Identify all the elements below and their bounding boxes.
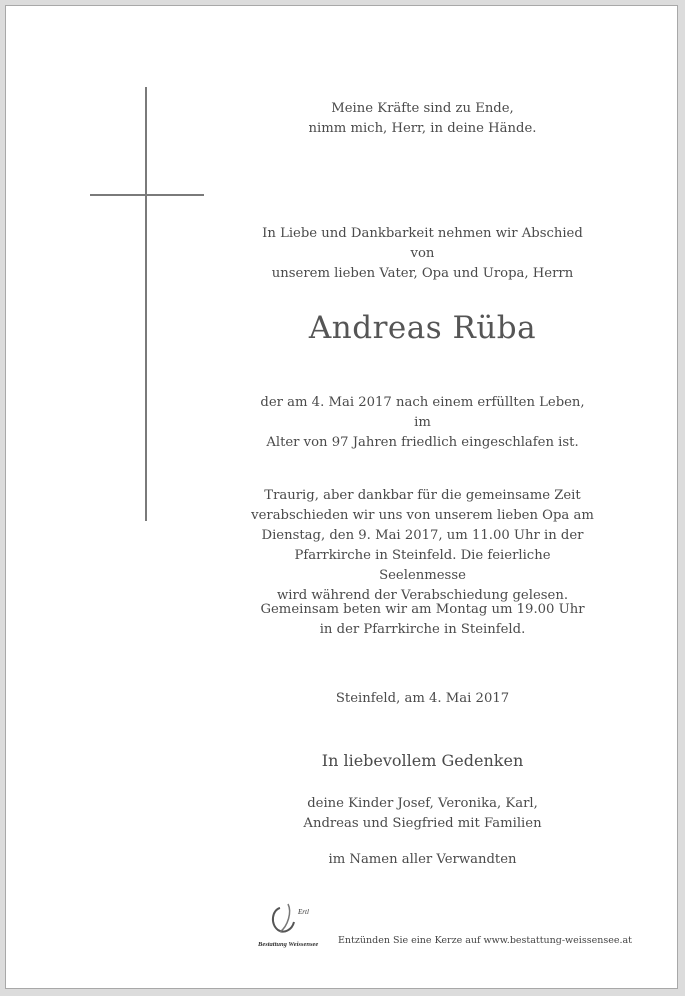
passing-line-1: der am 4. Mai 2017 nach einem erfüllten Leben, im <box>260 395 585 430</box>
prayer-line-2: in der Pfarrkirche in Steinfeld. <box>319 622 526 637</box>
family-block <box>250 794 595 834</box>
motto-block <box>250 99 595 139</box>
prayer-block <box>250 600 595 640</box>
motto-line-2: nimm mich, Herr, in deine Hände. <box>308 121 537 136</box>
prayer-line-1: Gemeinsam beten wir am Montag um 19.00 Uhr <box>260 602 585 617</box>
footer <box>258 900 632 950</box>
cross-vertical-bar <box>145 87 147 521</box>
funeral-home-logo <box>258 900 336 950</box>
intro-block <box>250 224 595 284</box>
family-line-2: Andreas und Siegfried mit Familien <box>303 816 542 831</box>
passing-block <box>250 393 595 453</box>
gedenken-heading: In liebevollem Gedenken <box>321 751 524 770</box>
gedenken-block <box>250 750 595 772</box>
place-date: Steinfeld, am 4. Mai 2017 <box>335 691 510 706</box>
relatives-line: im Namen aller Verwandten <box>328 852 517 867</box>
motto-line-1: Meine Kräfte sind zu Ende, <box>331 101 514 116</box>
farewell-line-5: wird während der Verabschiedung gelesen. <box>276 588 569 603</box>
place-date-block <box>250 689 595 709</box>
intro-line-1: In Liebe und Dankbarkeit nehmen wir Abschied von <box>262 226 583 261</box>
intro-line-2: unserem lieben Vater, Opa und Uropa, Herrn <box>271 266 574 281</box>
family-line-1: deine Kinder Josef, Veronika, Karl, <box>307 796 538 811</box>
relatives-block <box>250 850 595 870</box>
passing-line-2: Alter von 97 Jahren friedlich eingeschlafen ist. <box>266 435 579 450</box>
name-block <box>250 309 595 347</box>
farewell-line-4: Pfarrkirche in Steinfeld. Die feierliche Seelenmesse <box>294 548 551 583</box>
farewell-line-3: Dienstag, den 9. Mai 2017, um 11.00 Uhr in der <box>261 528 584 543</box>
farewell-block <box>250 486 595 606</box>
farewell-line-2: verabschieden wir uns von unserem lieben Opa am <box>251 508 594 523</box>
logo-text-top: Ertl <box>298 908 309 916</box>
cross-horizontal-bar <box>90 194 204 196</box>
logo-text-bottom: Bestattung Weissensee <box>258 941 319 948</box>
candle-link-text[interactable]: Entzünden Sie eine Kerze auf www.bestattung-weissensee.at <box>338 935 632 946</box>
deceased-name: Andreas Rüba <box>308 310 537 346</box>
farewell-line-1: Traurig, aber dankbar für die gemeinsame Zeit <box>264 488 581 503</box>
